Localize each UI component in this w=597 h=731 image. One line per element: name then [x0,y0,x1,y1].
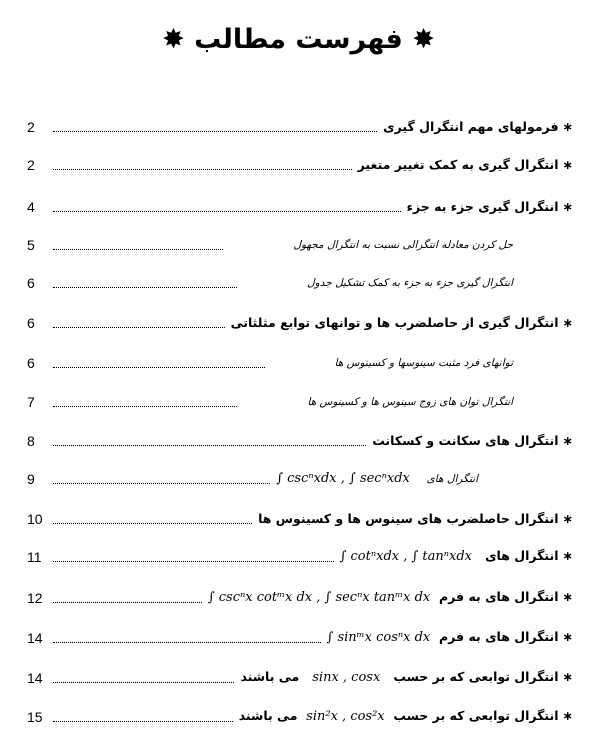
page-number: 9 [27,471,35,487]
dot-leader [53,326,225,328]
page-number: 2 [27,157,35,173]
toc-entry[interactable]: 14 ∗انتگرال های به فرم ∫ sinᵐx cosⁿx dx [27,629,573,646]
math-formula: sinx , cosx [312,670,381,685]
page-number: 5 [27,237,35,253]
toc-entry[interactable]: 14 ∗انتگرال توابعی که بر حسب sinx , cosx می باشند [27,669,573,686]
math-formula: sin²x , cos²x [306,709,385,724]
toc-entry[interactable]: 15 ∗انتگرال توابعی که بر حسب sin²x , cos²x می باشند [27,708,573,725]
page-number: 6 [27,275,35,291]
dot-leader [53,720,233,722]
page-number: 4 [27,199,35,215]
entry-title: انتگرال گیری از حاصلضرب ها و توانهای توابع مثلثاتی [230,315,559,330]
dot-leader [53,168,352,170]
dot-leader [53,522,252,524]
entry-title: انتگرال توان های زوج سینوس ها و کسینوس ها [307,396,513,408]
toc-entry[interactable]: 6 ∗انتگرال گیری از حاصلضرب ها و توانهای توابع مثلثاتی [27,315,573,331]
entry-suffix: می باشند [240,669,300,684]
entry-title: انتگرال توابعی که بر حسب [393,669,559,684]
dot-leader [53,444,366,446]
page-number: 2 [27,119,35,135]
page-number: 12 [27,590,43,606]
dot-leader [53,248,223,250]
toc-entry[interactable]: 2 ∗فرمولهای مهم انتگرال گیری [27,119,573,135]
page-number: 6 [27,355,35,371]
toc-entry[interactable] [27,226,573,254]
entry-title: انتگرال گیری جزء به جزء به کمک تشکیل جدول [307,277,513,289]
page-number: 14 [27,670,43,686]
page-number: 11 [27,549,42,565]
dot-leader [53,641,321,643]
entry-title: توانهای فرد مثبت سینوسها و کسینوس ها [334,357,513,369]
dot-leader [53,560,334,562]
page-title: ✸ فهرست مطالب ✸ [162,24,435,55]
page-number: 7 [27,394,35,410]
entry-title: فرمولهای مهم انتگرال گیری [383,119,559,134]
dot-leader [53,601,202,603]
toc-entry[interactable] [27,264,573,292]
page-number: 6 [27,315,35,331]
dot-leader [53,482,270,484]
page-number: 8 [27,433,35,449]
page-number: 10 [27,511,43,527]
dot-leader [53,366,265,368]
dot-leader [53,681,234,683]
entry-title: انتگرال های به فرم [438,589,559,604]
toc-entry[interactable] [27,383,573,411]
toc-entry[interactable]: 4 ∗انتگرال گیری جزء به جزء [27,199,573,215]
toc-entry[interactable]: 10 ∗انتگرال حاصلضرب های سینوس ها و کسینوس ها [27,511,573,527]
dot-leader [53,286,237,288]
toc-entry[interactable] [27,460,573,488]
entry-title: انتگرال های [426,473,478,485]
math-formula: ∫ cotⁿxdx , ∫ tanⁿxdx [339,549,473,564]
entry-title: انتگرال گیری جزء به جزء [406,199,559,214]
entry-title: انتگرال های به فرم [438,629,559,644]
entry-title: انتگرال حاصلضرب های سینوس ها و کسینوس ها [258,511,559,526]
dot-leader [53,130,377,132]
math-formula: ∫ cscⁿx cotᵐx dx , ∫ secⁿx tanᵐx dx [207,590,431,605]
page-number: 15 [27,709,43,725]
math-formula: ∫ cscⁿxdx , ∫ secⁿxdx [276,471,410,486]
entry-suffix: می باشند [238,708,298,723]
dot-leader [53,210,401,212]
entry-title: انتگرال های سکانت و کسکانت [372,433,559,448]
toc-entry[interactable]: 8 ∗انتگرال های سکانت و کسکانت [27,433,573,449]
dot-leader [53,405,237,407]
math-formula: ∫ sinᵐx cosⁿx dx [326,630,431,645]
toc-entry[interactable]: 12 ∗انتگرال های به فرم ∫ cscⁿx cotᵐx dx , ∫ secⁿx tanᵐx dx [27,589,573,606]
entry-title: انتگرال گیری به کمک تغییر متغیر [357,157,559,172]
toc-entry[interactable]: 11 ∗انتگرال های ∫ cotⁿxdx , ∫ tanⁿxdx [27,548,573,565]
entry-title: حل کردن معادله انتگرالی نسبت به انتگرال مجهول [293,239,513,251]
entry-title: انتگرال توابعی که بر حسب [393,708,559,723]
page-number: 14 [27,630,43,646]
toc-entry[interactable] [27,344,573,372]
toc-entry[interactable]: 2 ∗انتگرال گیری به کمک تغییر متغیر [27,157,573,173]
entry-title: انتگرال های [485,548,559,563]
